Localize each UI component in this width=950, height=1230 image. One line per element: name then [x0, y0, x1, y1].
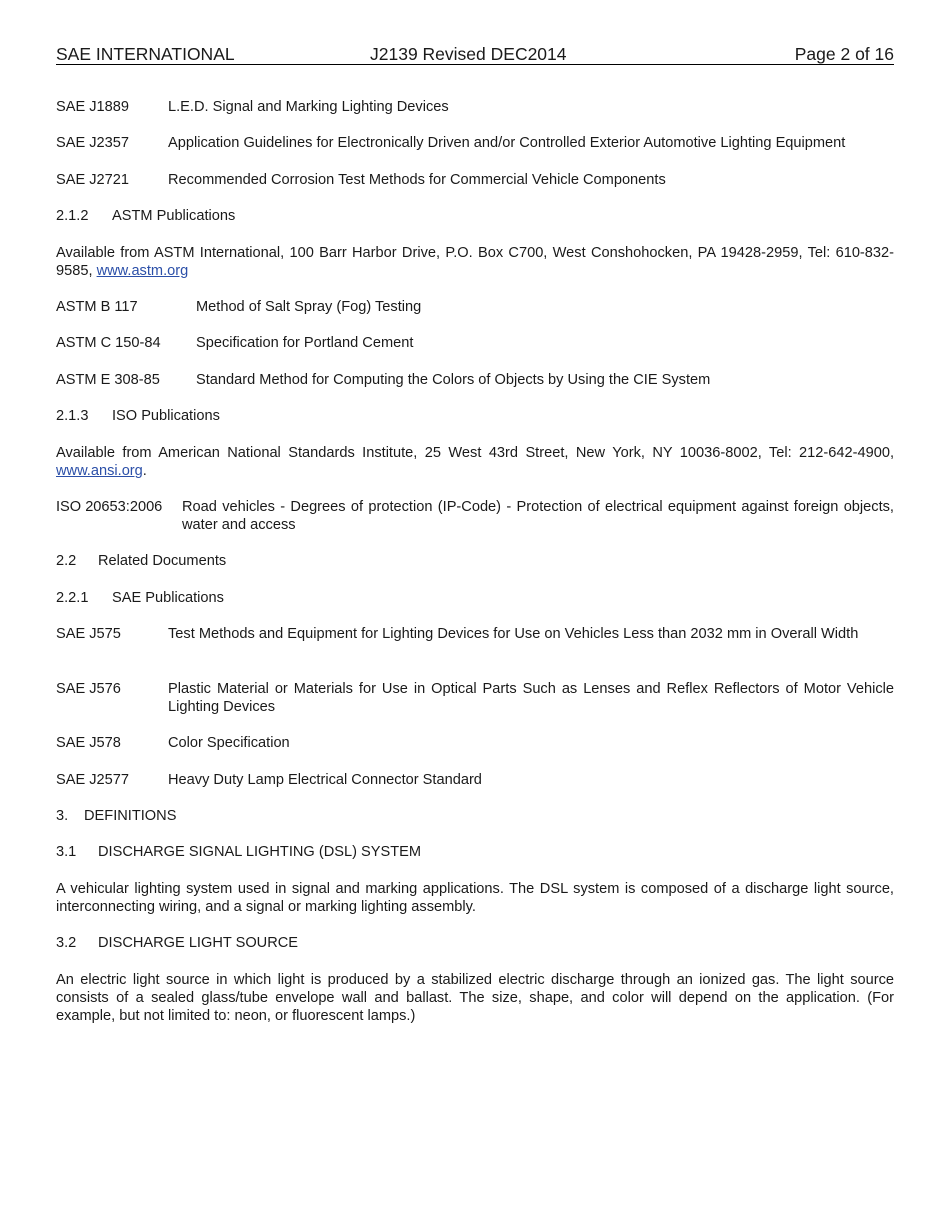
- section-title: SAE Publications: [112, 590, 224, 606]
- section-number: 3.2: [56, 935, 77, 951]
- section-title: ASTM Publications: [112, 208, 236, 224]
- reference-entry: [56, 134, 894, 152]
- reference-code: ASTM C 150-84: [56, 335, 161, 351]
- availability-text: Available from ASTM International, 100 Barr Harbor Drive, P.O. Box C700, West Conshohocken, PA 19428-2959, Tel: 610-832-9585,: [56, 245, 894, 279]
- reference-title: Application Guidelines for Electronically Driven and/or Controlled Exterior Automotive Lighting Equipment: [168, 135, 846, 151]
- section-heading-related: [56, 552, 894, 570]
- reference-code: SAE J2721: [56, 172, 130, 188]
- reference-title: Heavy Duty Lamp Electrical Connector Standard: [168, 772, 482, 788]
- section-number: 2.1.3: [56, 408, 89, 424]
- reference-code: SAE J1889: [56, 99, 130, 115]
- page-header: [56, 44, 894, 65]
- availability-text: Available from American National Standards Institute, 25 West 43rd Street, New York, NY 10036-8002, Tel: 212-642-4900,: [56, 445, 894, 461]
- reference-code: ASTM B 117: [56, 299, 138, 315]
- section-heading-iso: [56, 407, 894, 425]
- reference-title: Standard Method for Computing the Colors of Objects by Using the CIE System: [196, 372, 711, 388]
- reference-title: Method of Salt Spray (Fog) Testing: [196, 299, 422, 315]
- reference-title: Specification for Portland Cement: [196, 335, 414, 351]
- reference-title: Plastic Material or Materials for Use in Optical Parts Such as Lenses and Reflex Reflectors of Motor Vehicle Lighting Devices: [168, 681, 894, 715]
- header-organization: SAE INTERNATIONAL: [56, 44, 235, 64]
- reference-code: SAE J2357: [56, 135, 130, 151]
- reference-entry: [56, 771, 894, 789]
- section-number: 2.2: [56, 553, 77, 569]
- reference-entry: [56, 371, 894, 389]
- reference-code: SAE J576: [56, 681, 121, 697]
- reference-entry: [56, 171, 894, 189]
- reference-code: ISO 20653:2006: [56, 499, 163, 515]
- definition-body: A vehicular lighting system used in signal and marking applications. The DSL system is composed of a discharge light source, interconnecting wiring, and a signal or marking lighting assembly.: [56, 881, 894, 915]
- header-page-number: Page 2 of 16: [794, 44, 894, 64]
- section-number: 2.2.1: [56, 590, 89, 606]
- section-heading-sae-publications: [56, 589, 894, 607]
- section-title: DISCHARGE SIGNAL LIGHTING (DSL) SYSTEM: [98, 844, 422, 860]
- reference-code: ASTM E 308-85: [56, 372, 160, 388]
- reference-code: SAE J2577: [56, 772, 130, 788]
- section-title: ISO Publications: [112, 408, 220, 424]
- reference-code: SAE J575: [56, 626, 121, 642]
- reference-entry: [56, 498, 894, 534]
- reference-code: SAE J578: [56, 735, 121, 751]
- section-number: 3.: [56, 808, 69, 824]
- reference-title: Road vehicles - Degrees of protection (IP-Code) - Protection of electrical equipment against foreign objects, water and access: [182, 499, 894, 533]
- header-document-id: J2139 Revised DEC2014: [370, 44, 567, 64]
- section-number: 2.1.2: [56, 208, 89, 224]
- reference-entry: [56, 680, 894, 716]
- reference-entry: [56, 334, 894, 352]
- section-heading-definitions: [56, 807, 894, 825]
- reference-entry: [56, 734, 894, 752]
- definition-heading: [56, 843, 894, 861]
- reference-entry: [56, 98, 894, 116]
- ansi-link[interactable]: www.ansi.org: [56, 463, 143, 479]
- reference-title: L.E.D. Signal and Marking Lighting Devices: [168, 99, 449, 115]
- reference-title: Recommended Corrosion Test Methods for Commercial Vehicle Components: [168, 172, 666, 188]
- section-heading-astm: [56, 207, 894, 225]
- reference-title: Color Specification: [168, 735, 290, 751]
- section-title: DEFINITIONS: [84, 808, 177, 824]
- definition-heading: [56, 934, 894, 952]
- definition-body: An electric light source in which light is produced by a stabilized electric discharge through an ionized gas. The light source consists of a sealed glass/tube envelope wall and ballast. The size, shape, and color will depend on the application. (For example, but not limited to: neon, or fluorescent lamps.): [56, 972, 894, 1024]
- availability-trailing: .: [142, 463, 147, 479]
- section-title: Related Documents: [98, 553, 227, 569]
- astm-availability: [56, 244, 894, 280]
- section-title: DISCHARGE LIGHT SOURCE: [98, 935, 299, 951]
- astm-link[interactable]: www.astm.org: [96, 263, 189, 279]
- section-number: 3.1: [56, 844, 77, 860]
- reference-entry: [56, 625, 894, 643]
- reference-title: Test Methods and Equipment for Lighting Devices for Use on Vehicles Less than 2032 mm in Overall Width: [168, 626, 859, 642]
- iso-availability: [56, 444, 894, 480]
- reference-entry: [56, 298, 894, 316]
